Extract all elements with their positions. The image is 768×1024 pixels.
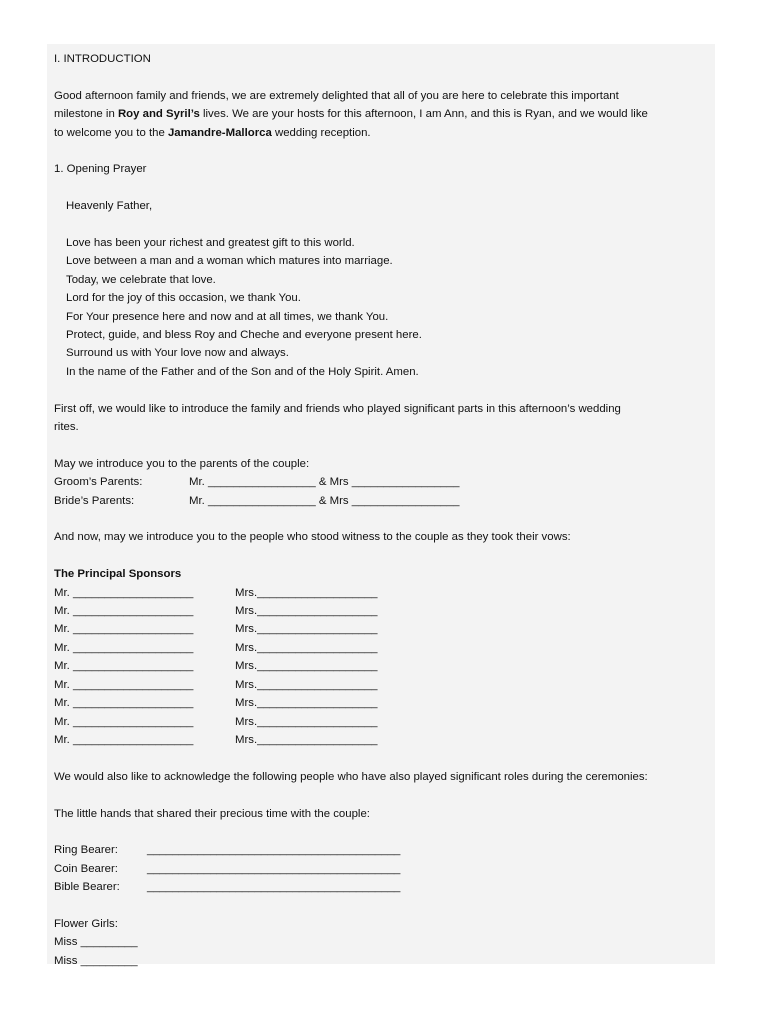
little-hands-text: The little hands that shared their precious time with the couple:: [54, 807, 370, 820]
sponsor-row: [54, 676, 714, 694]
sponsor-mr: Mr. ___________________: [54, 605, 194, 618]
sponsor-mrs: Mrs.___________________: [235, 697, 378, 710]
acknowledge-text: We would also like to acknowledge the following people who have also played significant roles during the ceremonies:: [54, 770, 648, 783]
bearer-label: Ring Bearer:: [54, 844, 118, 857]
prayer-line: In the name of the Father and of the Son and of the Holy Spirit. Amen.: [66, 365, 419, 378]
sponsor-mr: Mr. ___________________: [54, 660, 194, 673]
sponsor-row: [54, 694, 714, 712]
prayer-line: Today, we celebrate that love.: [66, 273, 216, 286]
sponsor-row: [54, 731, 714, 749]
sponsor-mr: Mr. ___________________: [54, 586, 194, 599]
sponsor-mrs: Mrs.___________________: [235, 605, 378, 618]
bearer-row: [54, 841, 714, 859]
sponsor-mr: Mr. ___________________: [54, 641, 194, 654]
section-heading: I. INTRODUCTION: [54, 53, 151, 65]
prayer-line: For Your presence here and now and at all times, we thank You.: [66, 310, 389, 323]
bearer-label: Bible Bearer:: [54, 881, 120, 894]
flower-girls-title: Flower Girls:: [54, 917, 118, 930]
sponsor-row: [54, 639, 714, 657]
groom-parents-label: Groom’s Parents:: [54, 476, 143, 489]
sponsor-mrs: Mrs.___________________: [235, 733, 378, 746]
prayer-salutation: Heavenly Father,: [66, 200, 153, 213]
bride-parents-label: Bride’s Parents:: [54, 494, 135, 507]
flower-girl-blank: Miss _________: [54, 954, 138, 967]
sponsor-mr: Mr. ___________________: [54, 715, 194, 728]
sponsor-mrs: Mrs.___________________: [235, 678, 378, 691]
sponsor-mr: Mr. ___________________: [54, 733, 194, 746]
intro-line-2: milestone in Roy and Syril’s lives. We are your hosts for this afternoon, I am Ann, and this is Ryan, and we would like: [54, 108, 648, 121]
prayer-line: Love between a man and a woman which matures into marriage.: [66, 255, 393, 268]
couple-names: Roy and Syril’s: [117, 108, 200, 121]
bride-parents-blank: Mr. _________________ & Mrs _________________: [189, 494, 460, 507]
sponsor-mr: Mr. ___________________: [54, 623, 194, 636]
bearer-blank: ________________________________________: [147, 862, 401, 875]
sponsor-mr: Mr. ___________________: [54, 697, 194, 710]
sponsor-mrs: Mrs.___________________: [235, 641, 378, 654]
bearer-blank: ________________________________________: [147, 844, 401, 857]
sponsor-mrs: Mrs.___________________: [235, 623, 378, 636]
prayer-line: Lord for the joy of this occasion, we thank You.: [66, 292, 301, 305]
bearer-row: [54, 860, 714, 878]
sponsors-title: The Principal Sponsors: [54, 568, 182, 581]
document-page: [47, 44, 715, 967]
sponsor-mr: Mr. ___________________: [54, 678, 194, 691]
prayer-line: Surround us with Your love now and always.: [66, 347, 289, 360]
bride-parents-row: [54, 492, 714, 510]
flower-girl-blank: Miss _________: [54, 936, 138, 949]
sponsor-mrs: Mrs.___________________: [235, 715, 378, 728]
bearer-blank: ________________________________________: [147, 881, 401, 894]
intro-line-3: to welcome you to the Jamandre-Mallorca wedding reception.: [54, 126, 371, 139]
bearer-label: Coin Bearer:: [54, 862, 118, 875]
first-off-line-2: rites.: [54, 421, 79, 434]
groom-parents-blank: Mr. _________________ & Mrs _________________: [189, 476, 460, 489]
prayer-title: 1. Opening Prayer: [54, 163, 147, 176]
groom-parents-row: [54, 473, 714, 491]
sponsor-row: [54, 713, 714, 731]
sponsor-row: [54, 620, 714, 638]
sponsor-mrs: Mrs.___________________: [235, 586, 378, 599]
sponsor-row: [54, 602, 714, 620]
family-names: Jamandre-Mallorca: [167, 126, 272, 139]
prayer-line: Protect, guide, and bless Roy and Cheche and everyone present here.: [66, 329, 422, 342]
document-content: [54, 50, 714, 970]
sponsor-row: [54, 584, 714, 602]
sponsor-mrs: Mrs.___________________: [235, 660, 378, 673]
prayer-line: Love has been your richest and greatest gift to this world.: [66, 237, 355, 249]
bearer-row: [54, 878, 714, 896]
intro-line-1: Good afternoon family and friends, we are extremely delighted that all of you are here to celebrate this important: [54, 89, 619, 102]
parents-intro: May we introduce you to the parents of the couple:: [54, 457, 310, 470]
sponsor-row: [54, 657, 714, 675]
witness-intro: And now, may we introduce you to the people who stood witness to the couple as they took their vows:: [54, 531, 571, 544]
first-off-line-1: First off, we would like to introduce the family and friends who played significant parts in this afternoon’s wedding: [54, 402, 621, 415]
